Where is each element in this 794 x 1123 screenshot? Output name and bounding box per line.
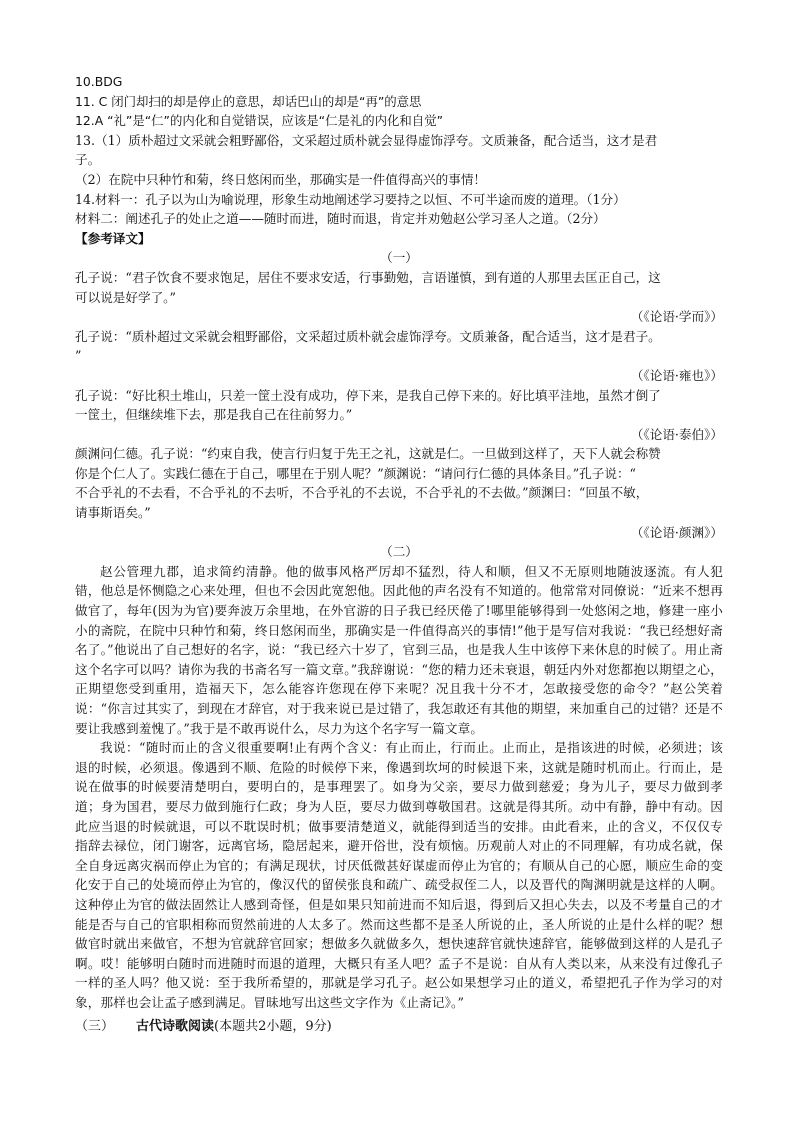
translation-zhizhai-paragraph1: 赵公管理九郡，追求简约清静。他的做事风格严厉却不猛烈，待人和顺，但又不无原则地随波逐流。有人犯错，他总是怀恻隐之心来处理，但也不会因此宽恕他。因此他的声名没有不知道的。他常常对同僚说：“近来不想再做官了，每年(因为为官)要奔波万余里地，在外官游的日子我已经厌倦了!哪里能够得到一处悠闲之地，修建一座小小的斋院，在院中只种竹和菊，终日悠闲而坐，那确实是一件值得高兴的事情!”他于是写信对我说：“我已经想好斋名了。”他说出了自己想好的名字，说：“我已经六十岁了，官到三品，也是我人生中该停下来休息的时候了。用止斋这个名字可以吗？请你为我的书斋名写一篇文章。”我辞谢说：“您的精力还未衰退，朝廷内外对您都抱以期望之心，正期望您受到重用，造福天下，怎么能容许您现在停下来呢？况且我十分不才，怎敢接受您的命令？”赵公笑着说：“你言过其实了，到现在才辞官，对于我来说已是过错了，我怎敢还有其他的期望，来加重自己的过错？还是不要让我感到羞愧了。”我于是不敢再说什么，尽力为这个名字写一篇文章。 xyxy=(75,563,723,736)
answer-document xyxy=(75,72,723,1036)
source-xueer: （《论语·学而》） xyxy=(630,309,723,325)
section-3-number: （三） xyxy=(75,1018,115,1034)
section-3-note: (本题共2小题，9分) xyxy=(214,1018,332,1034)
section-3-heading xyxy=(75,1017,723,1037)
translation-2-line2: ” xyxy=(75,348,82,364)
section-3-title: 古代诗歌阅读 xyxy=(136,1018,215,1034)
translation-3-line1: 孔子说：“好比积土堆山，只差一筐土没有成功，停下来，是我自己停下来的。好比填平洼地，虽然才倒了 xyxy=(75,387,661,403)
reference-translation-heading: 【参考译文】 xyxy=(75,230,151,246)
source-taibo: （《论语·泰伯》） xyxy=(630,426,723,442)
translation-4-line2: 你是个仁人了。实践仁德在于自己，哪里在于别人呢？”颜渊说：“请问行仁德的具体条目。”孔子说：“ xyxy=(75,465,636,481)
source-yanyuan: （《论语·颜渊》） xyxy=(630,524,723,540)
translation-2-line1: 孔子说：“质朴超过文采就会粗野鄙俗，文采超过质朴就会虚饰浮夸。文质兼备，配合适当，这才是君子。 xyxy=(75,328,661,344)
translation-4-line4: 请事斯语矣。” xyxy=(75,505,151,521)
translation-zhizhai-paragraph2: 我说：“随时而止的含义很重要啊!止有两个含义：有止而止，行而止。止而止，是指该进的时候，必须进；该退的时候，必须退。像遇到不顺、危险的时候停下来，像遇到坎坷的时候退下来，这就是随时机而止。行而止，是说在做事的时候要清楚明白，要明白的，是事理罢了。如身为父亲，要尽力做到慈爱；身为儿子，要尽力做到孝道；身为国君，要尽力做到施行仁政；身为人臣，要尽力做到尊敬国君。这就是得其所。动中有静，静中有动。因此应当退的时候就退，可以不耽误时机；做事要清楚道义，就能得到适当的安排。由此看来，止的含义，不仅仅专指辞去禄位，闭门谢客，远离官场，隐居起来，避开俗世，没有烦恼。历观前人对止的不同理解，有功成名就，保全自身远离灾祸而停止为官的；有满足现状，讨厌低微甚好谋虚而停止为官的；有顺从自己的心愿，顺应生命的变化安于自己的处境而停止为官的，像汉代的留侯张良和疏广、疏受叔侄二人，以及晋代的陶渊明就是这样的人啊。这种停止为官的做法固然让人感到奇怪，但是如果只知前进而不知后退，得到后又担心失去，以及不考量自己的才能是否与自己的官职相称而贸然前进的人太多了。然而这些都不是圣人所说的止，圣人所说的止是什么样的呢？想做官时就出来做官，不想为官就辞官回家；想做多久就做多久，想快速辞官就快速辞官，能够做到这样的人是孔子啊。哎！能够明白随时而进随时而退的道理，大概只有圣人吧？孟子不是说：自从有人类以来，从来没有过像孔子一样的圣人吗？他又说：至于我所希望的，那就是学习孔子。赵公如果想学习止的道义，希望把孔子作为学习的对象，那样也会让孟子感到满足。冒昧地写出这些文字作为《止斋记》。” xyxy=(75,740,723,1010)
answer-13-part2: （2）在院中只种竹和菊，终日悠闲而坐，那确实是一件值得高兴的事情！ xyxy=(75,171,487,187)
translation-4-line1: 颜渊问仁德。孔子说：“约束自我，使言行归复于先王之礼，这就是仁。一旦做到这样了，天下人就会称赞 xyxy=(75,446,661,462)
answer-11: 11. C 闭门却扫的却是停止的意思，却话巴山的却是“再”的意思 xyxy=(75,93,422,109)
source-yongye: （《论语·雍也》） xyxy=(630,367,723,383)
translation-3-line2: 一筐土，但继续堆下去，那是我自己在往前努力。” xyxy=(75,407,353,423)
answer-14-material1: 14.材料一：孔子以为山为喻说理，形象生动地阐述学习要持之以恒、不可半途而废的道理。（1分） xyxy=(75,191,626,207)
answer-10: 10.BDG xyxy=(75,74,123,89)
answer-12: 12.A “礼”是“仁”的内化和自觉错误，应该是“仁是礼的内化和自觉” xyxy=(75,113,444,129)
translation-4-line3: 不合乎礼的不去看，不合乎礼的不去听，不合乎礼的不去说，不合乎礼的不去做。”颜渊曰：“回虽不敏， xyxy=(75,485,649,501)
part1-title: （一） xyxy=(380,250,418,266)
answer-13-part1-cont: 子。 xyxy=(75,152,101,168)
part2-title: （二） xyxy=(380,544,418,560)
translation-1-line1: 孔子说：“君子饮食不要求饱足，居住不要求安适，行事勤勉，言语谨慎，到有道的人那里去匡正自己，这 xyxy=(75,269,661,285)
answer-14-material2: 材料二：阐述孔子的处止之道——随时而进，随时而退，肯定并劝勉赵公学习圣人之道。（2分） xyxy=(75,211,606,227)
translation-1-line2: 可以说是好学了。” xyxy=(75,289,176,305)
answer-13-part1: 13.（1）质朴超过文采就会粗野鄙俗，文采超过质朴就会显得虚饰浮夸。文质兼备，配合适当，这才是君 xyxy=(75,132,658,148)
